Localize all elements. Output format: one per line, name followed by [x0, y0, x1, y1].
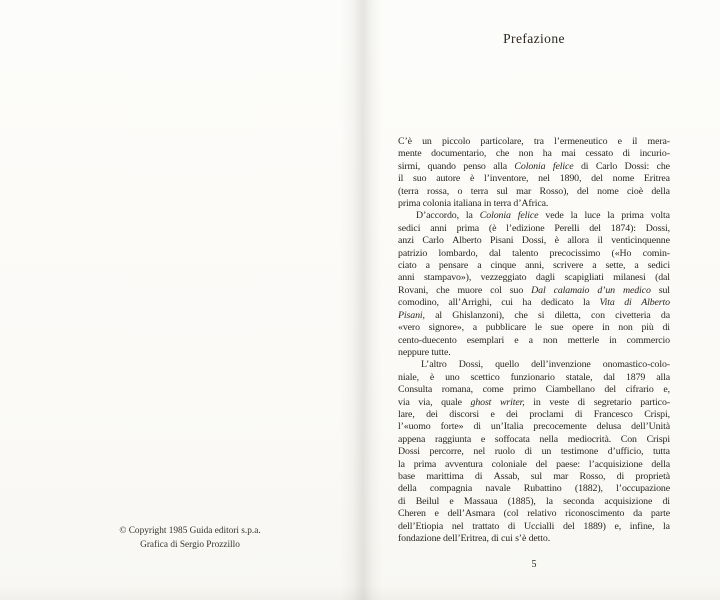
page-number: 5 [531, 559, 537, 570]
indent-spacer [398, 359, 409, 371]
text-line: mente documentario, che non ha mai cessato di incurio- [398, 148, 670, 160]
copyright-block [75, 524, 305, 552]
text-line: il suo autore è l’inventore, nel 1890, del nome Eritrea [398, 173, 670, 185]
text-line: neppure tutte. [398, 346, 451, 358]
text-line: Cheren e dell’Asmara (col relativo riconoscimento da parte [398, 508, 670, 520]
text-line: sedici anni prima (è l’edizione Perelli del 1874): Dossi, [398, 222, 670, 234]
text-line: della compagnia navale Rubattino (1882), l’occupazione [398, 483, 670, 495]
paragraph [398, 359, 670, 545]
text-line: sirmi, quando penso alla Colonia felice di Carlo Dossi: che [398, 160, 670, 172]
indent-spacer [398, 210, 409, 222]
paragraph [398, 210, 670, 359]
text-line: di Beilul e Massaua (1885), la seconda acquisizione di [398, 495, 670, 507]
text-line: appena raggiunta e soffocata nella mediocrità. Con Crispi [398, 433, 670, 445]
text-line: (terra rossa, o terra sul mar Rosso), del nome cioè della [398, 185, 670, 197]
text-line: anzi Carlo Alberto Pisani Dossi, è allora il venticinquenne [398, 235, 670, 247]
left-page [0, 0, 356, 600]
text-line: Pisani, al Ghislanzoni), che si diletta, con civetteria da [398, 309, 670, 321]
text-line: base marittima di Assab, sul mar Rosso, di proprietà [398, 470, 670, 482]
paragraph [398, 136, 670, 210]
text-line: C’è un piccolo particolare, tra l’ermeneutico e il mera- [398, 136, 670, 147]
text-line: fondazione dell’Eritrea, di cui s’è detto. [398, 533, 551, 544]
text-line: ciato a pensare a cinque anni, scrivere a sette, a sedici [398, 260, 670, 272]
text-line: D’accordo, la Colonia felice vede la luce la prima volta [398, 210, 670, 222]
text-line: niale, è uno scettico funzionario statale, dal 1879 alla [398, 371, 670, 383]
text-line: comodino, all’Arrighi, cui ha dedicato la Vita di Alberto [398, 297, 670, 309]
copyright-line-1: © Copyright 1985 Guida editori s.p.a. [119, 526, 261, 536]
text-line: Rovani, che muore col suo Dal calamaio d’un medico sul [398, 284, 670, 296]
running-head: Prefazione [503, 31, 565, 46]
text-line: Dossi percorre, nel ruolo di un testimone d’ufficio, tutta [398, 446, 670, 458]
text-line: via via, quale ghost writer, in veste di segretario partico- [398, 396, 670, 408]
copyright-line-2: Grafica di Sergio Prozzillo [140, 540, 240, 550]
text-line: L’altro Dossi, quello dell’invenzione onomastico-colo- [398, 359, 670, 371]
text-line: dell’Etiopia nel trattato di Uccialli del 1889) e, infine, la [398, 520, 670, 532]
text-line: l’«uomo forte» di un’Italia precocemente delusa dell’Unità [398, 421, 670, 433]
text-line: lare, dei discorsi e dei proclami di Francesco Crispi, [398, 408, 670, 420]
text-line: la prima avventura coloniale del paese: l’acquisizione della [398, 458, 670, 470]
text-line: anni stampavo»), vezzeggiato dagli scapigliati milanesi (dal [398, 272, 670, 284]
text-line: cento-duecento esemplari e a non metterle in commercio [398, 334, 670, 346]
body-text [398, 136, 670, 545]
text-line: prima colonia italiana in terra d’Africa. [398, 198, 549, 210]
text-line: patrizio lombardo, dal talento precocissimo («Ho comin- [398, 247, 670, 259]
text-line: «vero signore», a pubblicare le sue opere in non più di [398, 322, 670, 334]
text-line: Consulta romana, come primo Ciambellano del cifrario e, [398, 384, 670, 396]
